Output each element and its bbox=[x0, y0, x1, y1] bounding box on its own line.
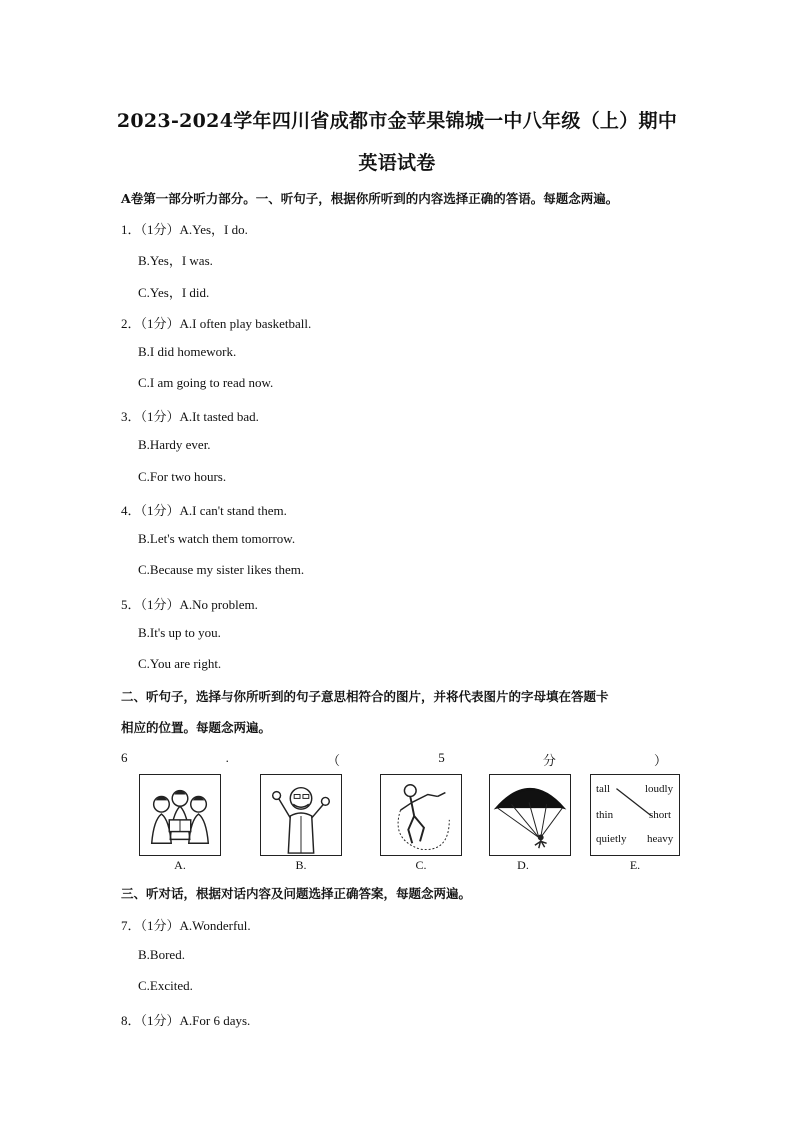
exam-title-line1: 2023-2024学年四川省成都市金苹果锦城一中八年级（上）期中 bbox=[116, 110, 678, 132]
question-6-part: ） bbox=[653, 753, 667, 768]
question-3-option-c: C.For two hours. bbox=[138, 469, 227, 484]
picture-d-label: D. bbox=[517, 858, 529, 872]
question-5-option-b: B.It's up to you. bbox=[138, 625, 221, 640]
question-7-option-b: B.Bored. bbox=[138, 947, 185, 962]
question-3-stem: 3．（1分）A.It tasted bad. bbox=[121, 409, 259, 424]
section-a-heading: A卷第一部分听力部分。一、听句子，根据你所听到的内容选择正确的答语。每题念两遍。 bbox=[121, 191, 619, 206]
question-7-option-c: C.Excited. bbox=[138, 978, 193, 993]
section-2-heading-line1: 二、听句子，选择与你所听到的句子意思相符合的图片，并将代表图片的字母填在答题卡 bbox=[121, 689, 609, 704]
question-3-option-b: B.Hardy ever. bbox=[138, 437, 211, 452]
parachute-icon bbox=[490, 775, 570, 855]
question-6-part: . bbox=[225, 750, 229, 765]
question-1-option-c: C.Yes，I did. bbox=[138, 285, 210, 300]
exam-title-line2: 英语试卷 bbox=[358, 152, 436, 174]
question-2-option-c: C.I am going to read now. bbox=[138, 375, 274, 390]
question-6-part: （ bbox=[327, 753, 341, 768]
question-2-option-b: B.I did homework. bbox=[138, 344, 237, 359]
question-8-stem: 8．（1分）A.For 6 days. bbox=[121, 1013, 251, 1028]
word-tall: tall bbox=[596, 783, 611, 795]
picture-options bbox=[139, 774, 684, 874]
question-5-option-c: C.You are right. bbox=[138, 656, 222, 671]
question-6-part: 分 bbox=[542, 753, 556, 768]
picture-c-label: C. bbox=[415, 858, 427, 872]
question-6-part: 5 bbox=[438, 750, 445, 765]
word-thin: thin bbox=[596, 809, 614, 821]
question-5-stem: 5．（1分）A.No problem. bbox=[121, 597, 258, 612]
section-3-heading: 三、听对话，根据对话内容及问题选择正确答案，每题念两遍。 bbox=[121, 886, 472, 901]
question-6-part: 6 bbox=[121, 750, 128, 765]
picture-e-label: E. bbox=[629, 858, 641, 872]
question-7-stem: 7．（1分）A.Wonderful. bbox=[121, 918, 251, 933]
word-short: short bbox=[649, 809, 671, 821]
question-4-option-c: C.Because my sister likes them. bbox=[138, 562, 305, 577]
section-2-heading-line2: 相应的位置。每题念两遍。 bbox=[121, 720, 272, 735]
picture-b bbox=[260, 774, 342, 856]
question-4-stem: 4．（1分）A.I can't stand them. bbox=[121, 503, 287, 518]
picture-b-label: B. bbox=[295, 858, 307, 872]
person-jumping-rope-icon bbox=[381, 775, 461, 855]
question-1-option-b: B.Yes，I was. bbox=[138, 253, 213, 268]
picture-a-label: A. bbox=[174, 858, 186, 872]
picture-a bbox=[139, 774, 221, 856]
children-reading-icon bbox=[140, 775, 220, 855]
word-quietly: quietly bbox=[596, 833, 627, 845]
picture-c bbox=[380, 774, 462, 856]
question-2-stem: 2．（1分）A.I often play basketball. bbox=[121, 316, 312, 331]
old-man-waving-icon bbox=[261, 775, 341, 855]
question-6-stem bbox=[121, 750, 667, 769]
word-loudly: loudly bbox=[645, 783, 674, 795]
question-1-stem: 1．（1分）A.Yes，I do. bbox=[121, 222, 248, 237]
picture-d bbox=[489, 774, 571, 856]
picture-e bbox=[590, 774, 680, 856]
word-heavy: heavy bbox=[647, 833, 674, 845]
question-4-option-b: B.Let's watch them tomorrow. bbox=[138, 531, 296, 546]
